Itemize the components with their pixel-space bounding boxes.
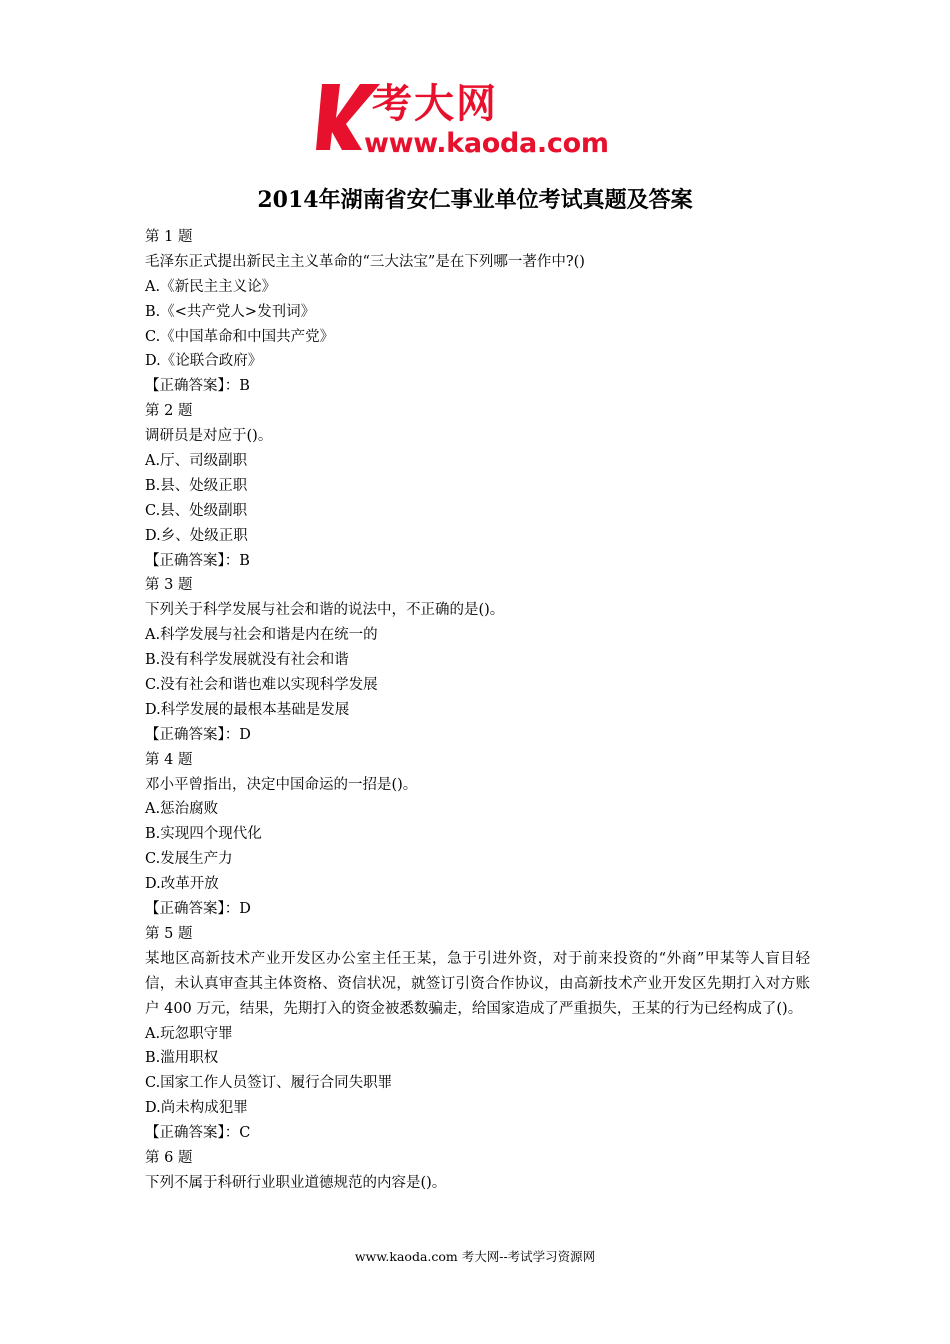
option-b: B.县、处级正职: [145, 477, 248, 494]
option-c: C.国家工作人员签订、履行合同失职罪: [145, 1075, 393, 1092]
page-footer: www.kaoda.com 考大网--考试学习资源网: [354, 1249, 596, 1264]
option-b: B.滥用职权: [145, 1050, 219, 1067]
question-stem: 下列不属于科研行业职业道德规范的内容是()。: [145, 1174, 447, 1191]
question-stem: 调研员是对应于()。: [145, 428, 273, 445]
correct-answer: 【正确答案】：D: [145, 901, 251, 918]
option-b: B.《<共产党人>发刊词》: [145, 303, 316, 320]
option-d: D.改革开放: [145, 876, 219, 893]
option-b: B.没有科学发展就没有社会和谐: [145, 652, 349, 669]
option-c: C.没有社会和谐也难以实现科学发展: [145, 677, 378, 694]
correct-answer: 【正确答案】：C: [145, 1125, 251, 1142]
question-label: 第 6 题: [145, 1150, 193, 1166]
option-a: A.惩治腐败: [145, 801, 219, 818]
kaoda-logo[interactable]: [316, 80, 646, 164]
option-b: B.实现四个现代化: [145, 826, 262, 843]
question-label: 第 1 题: [145, 229, 193, 245]
option-a: A.玩忽职守罪: [145, 1025, 233, 1042]
document-title: 2014年湖南省安仁事业单位考试真题及答案: [257, 187, 693, 213]
question-stem: 下列关于科学发展与社会和谐的说法中，不正确的是()。: [145, 602, 505, 619]
correct-answer: 【正确答案】：B: [145, 378, 250, 395]
option-a: A.科学发展与社会和谐是内在统一的: [145, 627, 378, 644]
question-label: 第 2 题: [145, 403, 193, 420]
option-a: A.厅、司级副职: [145, 453, 248, 470]
question-list: [145, 225, 810, 1196]
question-stem: 某地区高新技术产业开发区办公室主任王某，急于引进外资，对于前来投资的“外商”甲某等人盲目轻信，未认真审查其主体资格、资信状况，就签订引资合作协议，由高新技术产业开发区先期打入对方账户 400 万元，结果，先期打入的资金被悉数骗走，给国家造成了严重损失，王某的行为已经构成了()。: [145, 950, 810, 1017]
option-d: D.《论联合政府》: [145, 353, 263, 370]
option-c: C.《中国革命和中国共产党》: [145, 328, 335, 345]
correct-answer: 【正确答案】：B: [145, 552, 250, 569]
question-label: 第 3 题: [145, 577, 193, 594]
correct-answer: 【正确答案】：D: [145, 726, 251, 743]
question-stem: 邓小平曾指出，决定中国命运的一招是()。: [145, 776, 418, 793]
logo-brand-name: 考大网: [372, 81, 498, 127]
question-label: 第 4 题: [145, 751, 193, 768]
option-d: D.科学发展的最根本基础是发展: [145, 701, 350, 718]
option-c: C.县、处级副职: [145, 502, 248, 519]
logo-url: www.kaoda.com: [364, 128, 609, 159]
option-d: D.尚未构成犯罪: [145, 1100, 248, 1117]
option-d: D.乡、处级正职: [145, 527, 248, 544]
question-stem: 毛泽东正式提出新民主主义革命的“三大法宝”是在下列哪一著作中?(): [145, 253, 585, 270]
option-c: C.发展生产力: [145, 851, 233, 868]
option-a: A.《新民主主义论》: [145, 278, 277, 295]
question-label: 第 5 题: [145, 925, 193, 942]
